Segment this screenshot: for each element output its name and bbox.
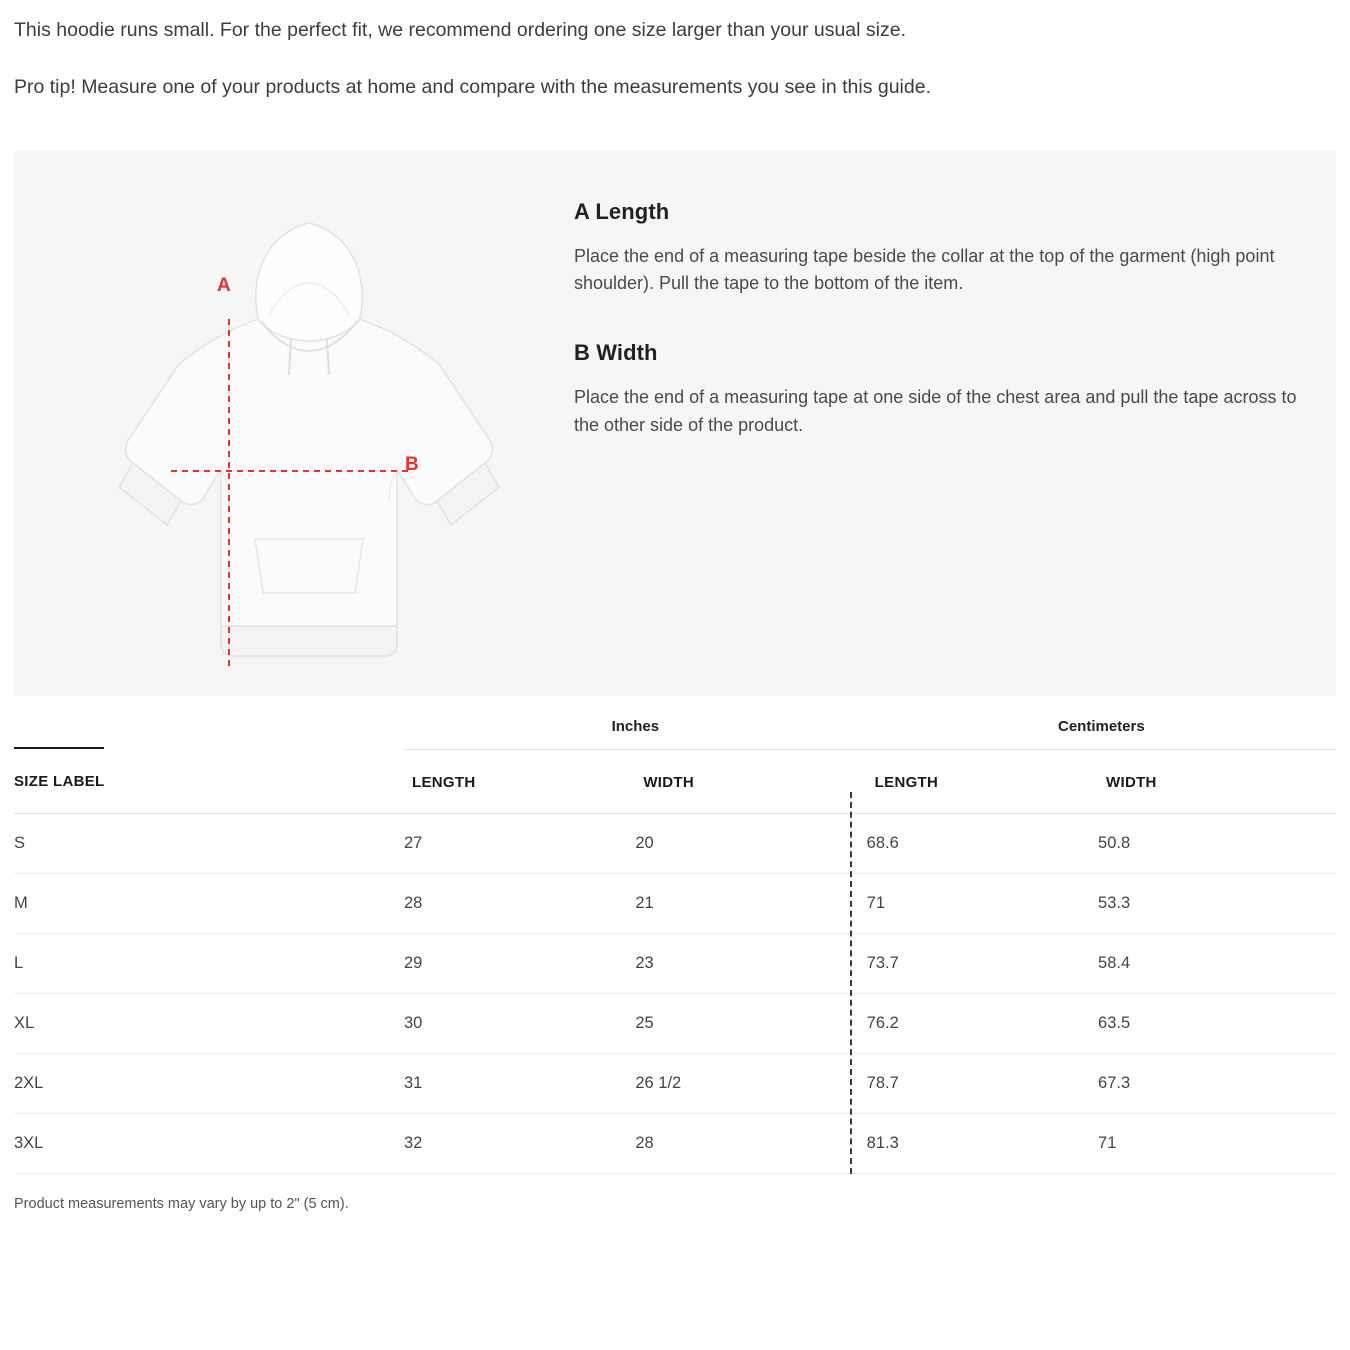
cell-in-length: 31 <box>404 1053 635 1113</box>
cell-cm-width: 71 <box>1098 1113 1336 1173</box>
b-width-title: B Width <box>574 340 658 366</box>
cell-in-width: 21 <box>635 873 866 933</box>
cell-cm-length: 68.6 <box>867 813 1098 873</box>
cell-cm-length: 76.2 <box>867 993 1098 1053</box>
unit-blank-cell <box>14 696 404 750</box>
cell-size: L <box>14 933 404 993</box>
col-inches-width: WIDTH <box>635 749 866 813</box>
table-row <box>14 993 1336 1053</box>
col-size-label: SIZE LABEL <box>14 749 404 813</box>
unit-header-row <box>14 696 1336 750</box>
a-length-text: Place the end of a measuring tape beside the collar at the top of the garment (high point shoulder). Pull the tape to the bottom of the item. <box>574 245 1275 294</box>
size-table-block <box>14 696 1336 1174</box>
cell-cm-length: 81.3 <box>867 1113 1098 1173</box>
col-cm-width: WIDTH <box>1098 749 1336 813</box>
cell-in-width: 25 <box>635 993 866 1053</box>
label-a: A <box>217 274 231 296</box>
cell-in-length: 29 <box>404 933 635 993</box>
hoodie-illustration <box>109 189 509 679</box>
unit-centimeters: Centimeters <box>867 696 1336 750</box>
cell-in-width: 28 <box>635 1113 866 1173</box>
col-inches-length: LENGTH <box>404 749 635 813</box>
cell-cm-width: 50.8 <box>1098 813 1336 873</box>
measurement-footnote: Product measurements may vary by up to 2" (5 cm). <box>14 1195 349 1212</box>
intro-line-2: Pro tip! Measure one of your products at home and compare with the measurements you see in this guide. <box>14 76 931 99</box>
cell-cm-width: 53.3 <box>1098 873 1336 933</box>
cell-in-length: 32 <box>404 1113 635 1173</box>
cell-in-length: 27 <box>404 813 635 873</box>
size-chart-table <box>14 696 1336 1174</box>
measurement-guide-panel <box>14 151 1336 696</box>
unit-inches: Inches <box>404 696 867 750</box>
column-header-row <box>14 749 1336 813</box>
table-row <box>14 813 1336 873</box>
cell-size: 2XL <box>14 1053 404 1113</box>
cell-size: M <box>14 873 404 933</box>
col-cm-length: LENGTH <box>867 749 1098 813</box>
cell-in-width: 26 1/2 <box>635 1053 866 1113</box>
table-row <box>14 1053 1336 1113</box>
cell-cm-length: 71 <box>867 873 1098 933</box>
cell-in-width: 23 <box>635 933 866 993</box>
measurement-instructions <box>574 151 1336 441</box>
cell-cm-width: 67.3 <box>1098 1053 1336 1113</box>
table-row <box>14 873 1336 933</box>
table-row <box>14 933 1336 993</box>
cell-cm-width: 58.4 <box>1098 933 1336 993</box>
intro-line-1: This hoodie runs small. For the perfect fit, we recommend ordering one size larger than your usual size. <box>14 19 907 41</box>
cell-in-length: 28 <box>404 873 635 933</box>
hoodie-icon <box>109 189 509 679</box>
intro-notes <box>0 0 1350 103</box>
cell-size: XL <box>14 993 404 1053</box>
table-row <box>14 1113 1336 1173</box>
cell-size: 3XL <box>14 1113 404 1173</box>
cell-in-length: 30 <box>404 993 635 1053</box>
cell-cm-length: 78.7 <box>867 1053 1098 1113</box>
accent-rule <box>14 747 104 749</box>
cell-cm-length: 73.7 <box>867 933 1098 993</box>
cell-in-width: 20 <box>635 813 866 873</box>
a-length-title: A Length <box>574 198 670 224</box>
cell-size: S <box>14 813 404 873</box>
garment-diagram <box>14 151 574 696</box>
cell-cm-width: 63.5 <box>1098 993 1336 1053</box>
b-width-text: Place the end of a measuring tape at one side of the chest area and pull the tape across to the other side of the product. <box>574 387 1297 436</box>
label-b: B <box>405 453 419 475</box>
